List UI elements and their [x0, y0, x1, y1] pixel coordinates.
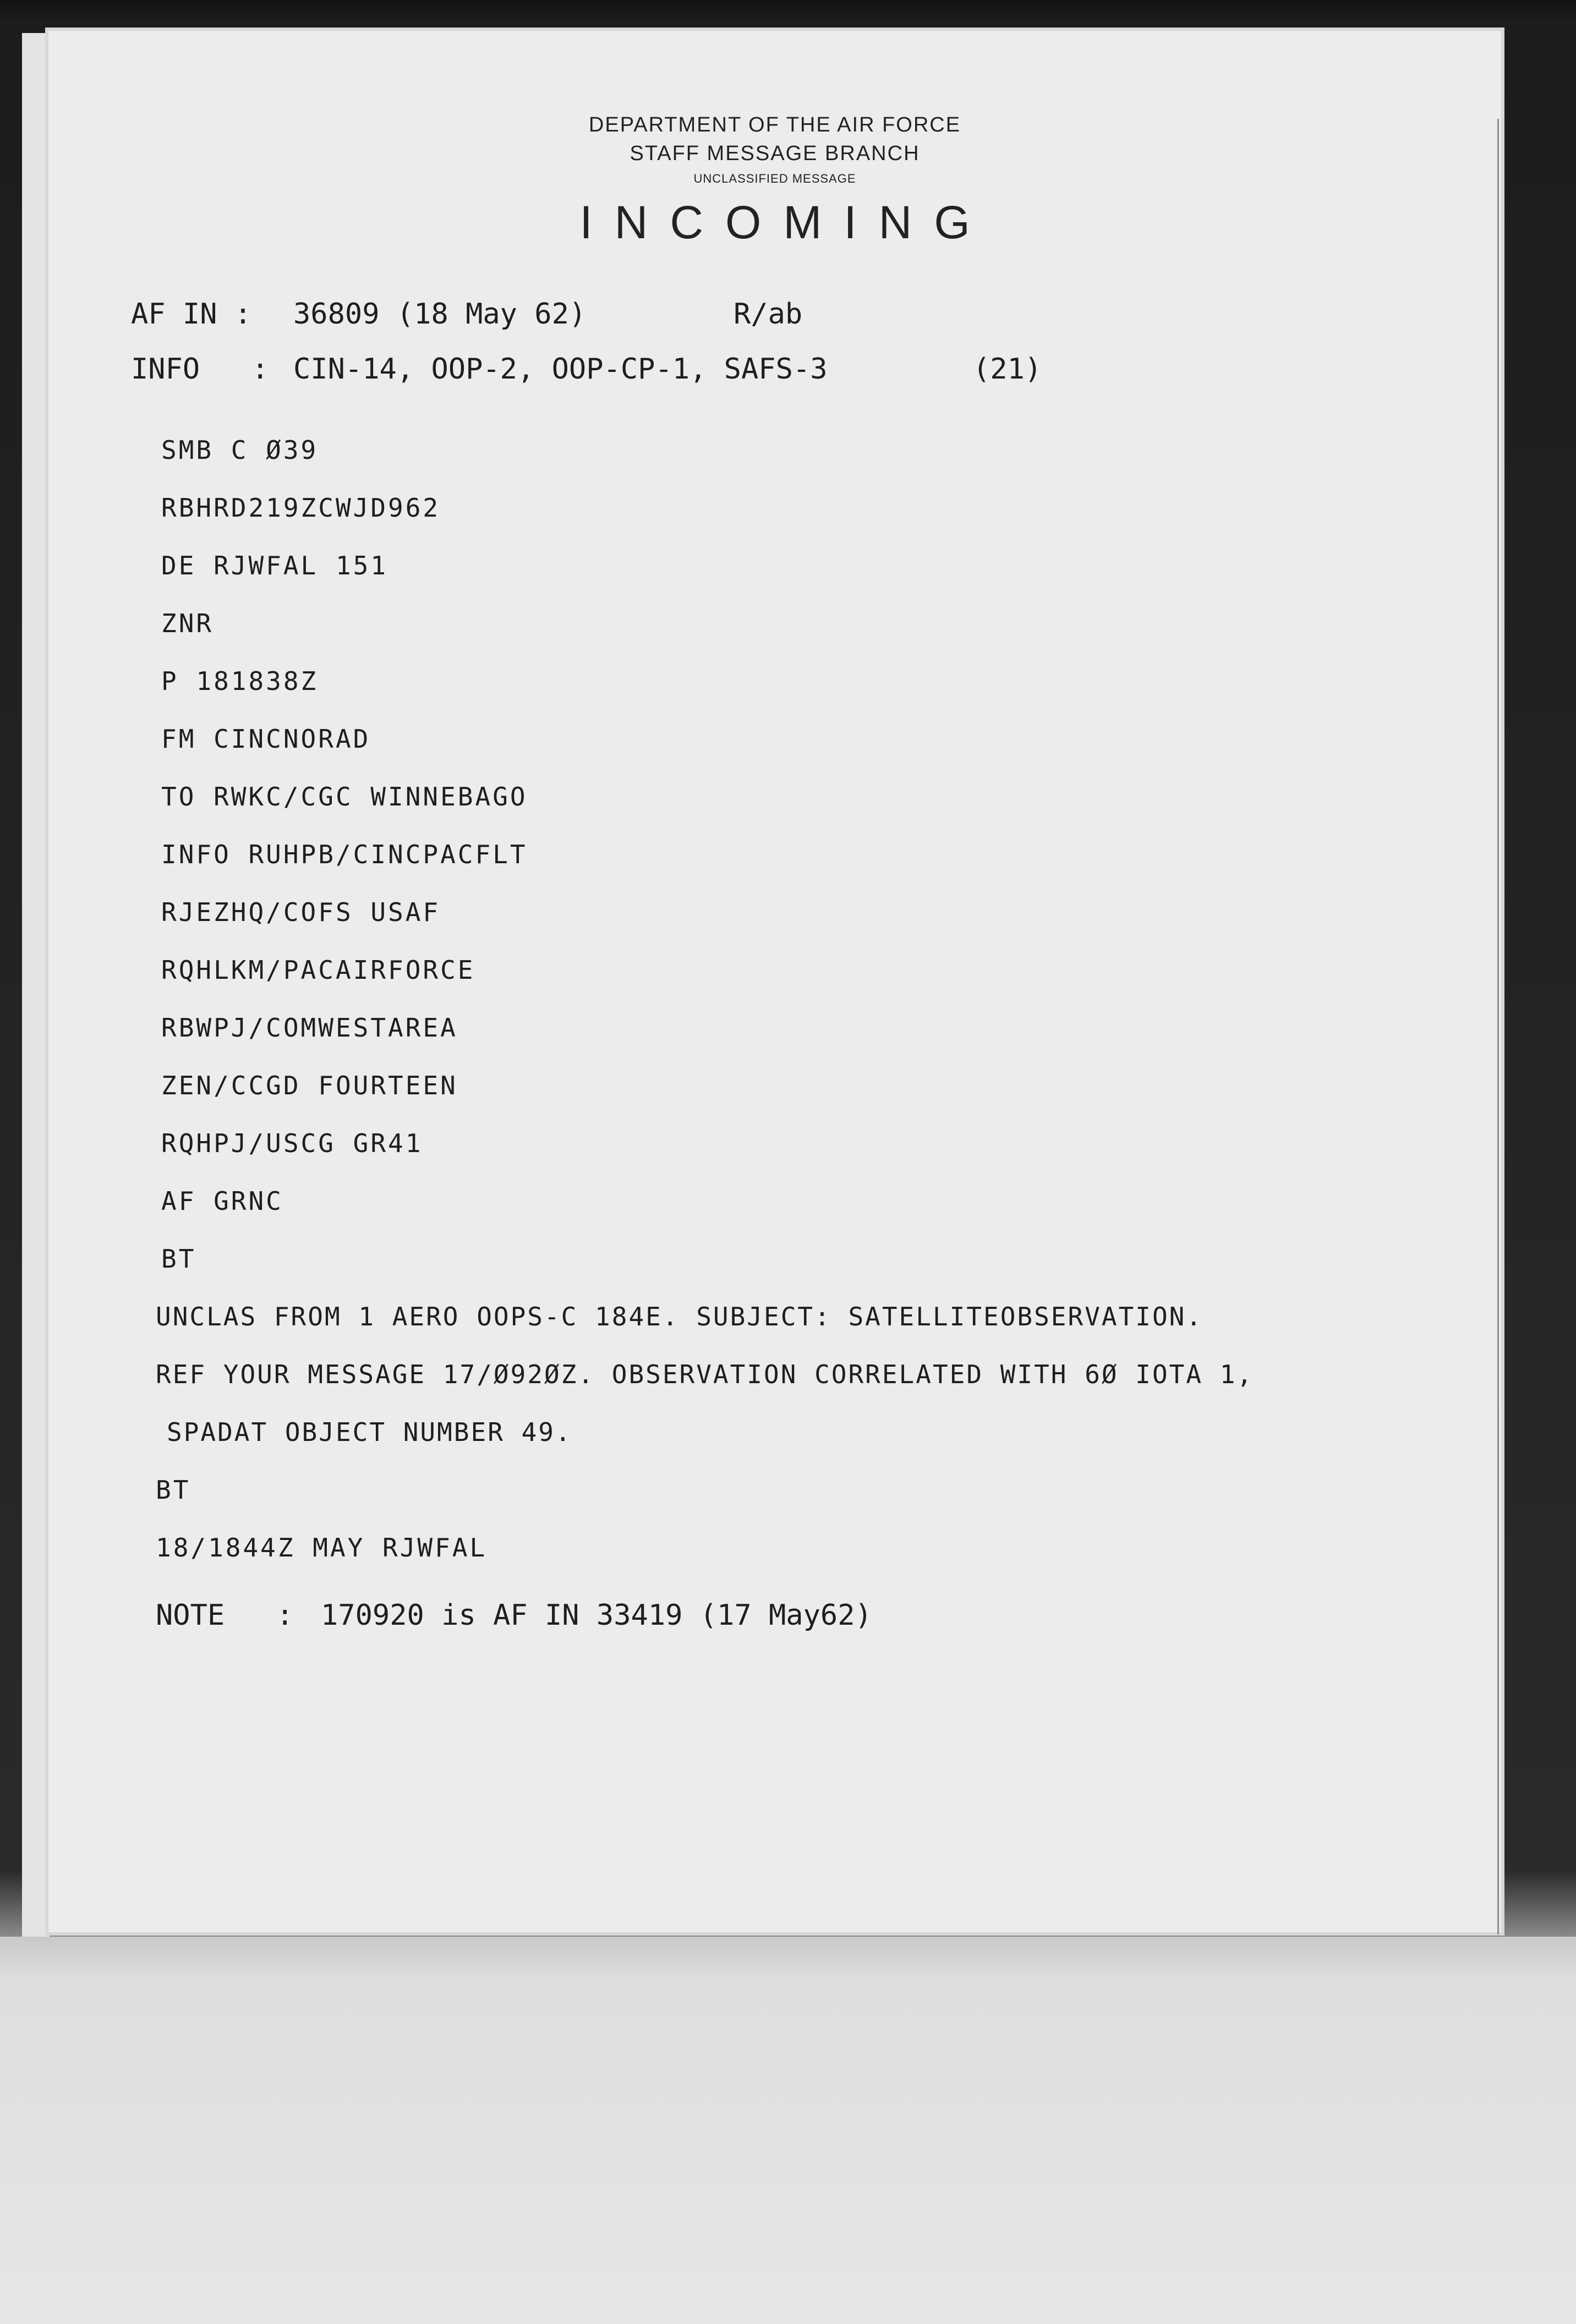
teletype-line: ZNR: [161, 609, 214, 638]
teletype-line: RJEZHQ/COFS USAF: [161, 897, 441, 927]
note-text: 170920 is AF IN 33419 (17 May62): [321, 1599, 872, 1632]
teletype-line: INFO RUHPB/CINCPACFLT: [161, 840, 528, 869]
teletype-line: RQHPJ/USCG GR41: [161, 1128, 423, 1158]
teletype-line: BT: [161, 1244, 196, 1274]
message-body-line: REF YOUR MESSAGE 17/Ø92ØZ. OBSERVATION CORRELATED WITH 6Ø IOTA 1,: [156, 1360, 1254, 1389]
branch-heading: STAFF MESSAGE BRANCH: [630, 142, 920, 165]
page-title: INCOMING: [579, 196, 992, 248]
teletype-line: ZEN/CCGD FOURTEEN: [161, 1071, 458, 1100]
teletype-line: RQHLKM/PACAIRFORCE: [161, 955, 475, 985]
teletype-line: TO RWKC/CGC WINNEBAGO: [161, 782, 528, 812]
page-shadow: [22, 33, 50, 1937]
date-time-group: 18/1844Z MAY RJWFAL: [156, 1533, 488, 1563]
message-body-line: UNCLAS FROM 1 AERO OOPS-C 184E. SUBJECT: SATELLITEOBSERVATION.: [156, 1302, 1203, 1331]
teletype-line: P 181838Z: [161, 666, 319, 696]
info-count: (21): [973, 353, 1042, 386]
teletype-line: FM CINCNORAD: [161, 724, 371, 754]
closing-bt: BT: [156, 1475, 191, 1505]
message-body-line: SPADAT OBJECT NUMBER 49.: [167, 1417, 572, 1447]
teletype-line: RBWPJ/COMWESTAREA: [161, 1013, 458, 1043]
af-in-value: 36809 (18 May 62): [293, 298, 587, 331]
department-heading: DEPARTMENT OF THE AIR FORCE: [588, 113, 961, 136]
page-fold-line: [1497, 119, 1499, 1934]
classification-label: UNCLASSIFIED MESSAGE: [693, 172, 856, 185]
background-sheet: [0, 1937, 1576, 2324]
af-in-label: AF IN :: [131, 298, 252, 331]
message-page: [48, 31, 1501, 1932]
teletype-line: RBHRD219ZCWJD962: [161, 493, 441, 523]
af-in-code: R/ab: [734, 298, 803, 331]
teletype-line: AF GRNC: [161, 1186, 283, 1216]
note-label: NOTE :: [156, 1599, 294, 1632]
teletype-line: DE RJWFAL 151: [161, 551, 388, 580]
info-value: CIN-14, OOP-2, OOP-CP-1, SAFS-3: [293, 353, 828, 386]
teletype-line: SMB C Ø39: [161, 435, 319, 465]
info-label: INFO :: [131, 353, 269, 386]
